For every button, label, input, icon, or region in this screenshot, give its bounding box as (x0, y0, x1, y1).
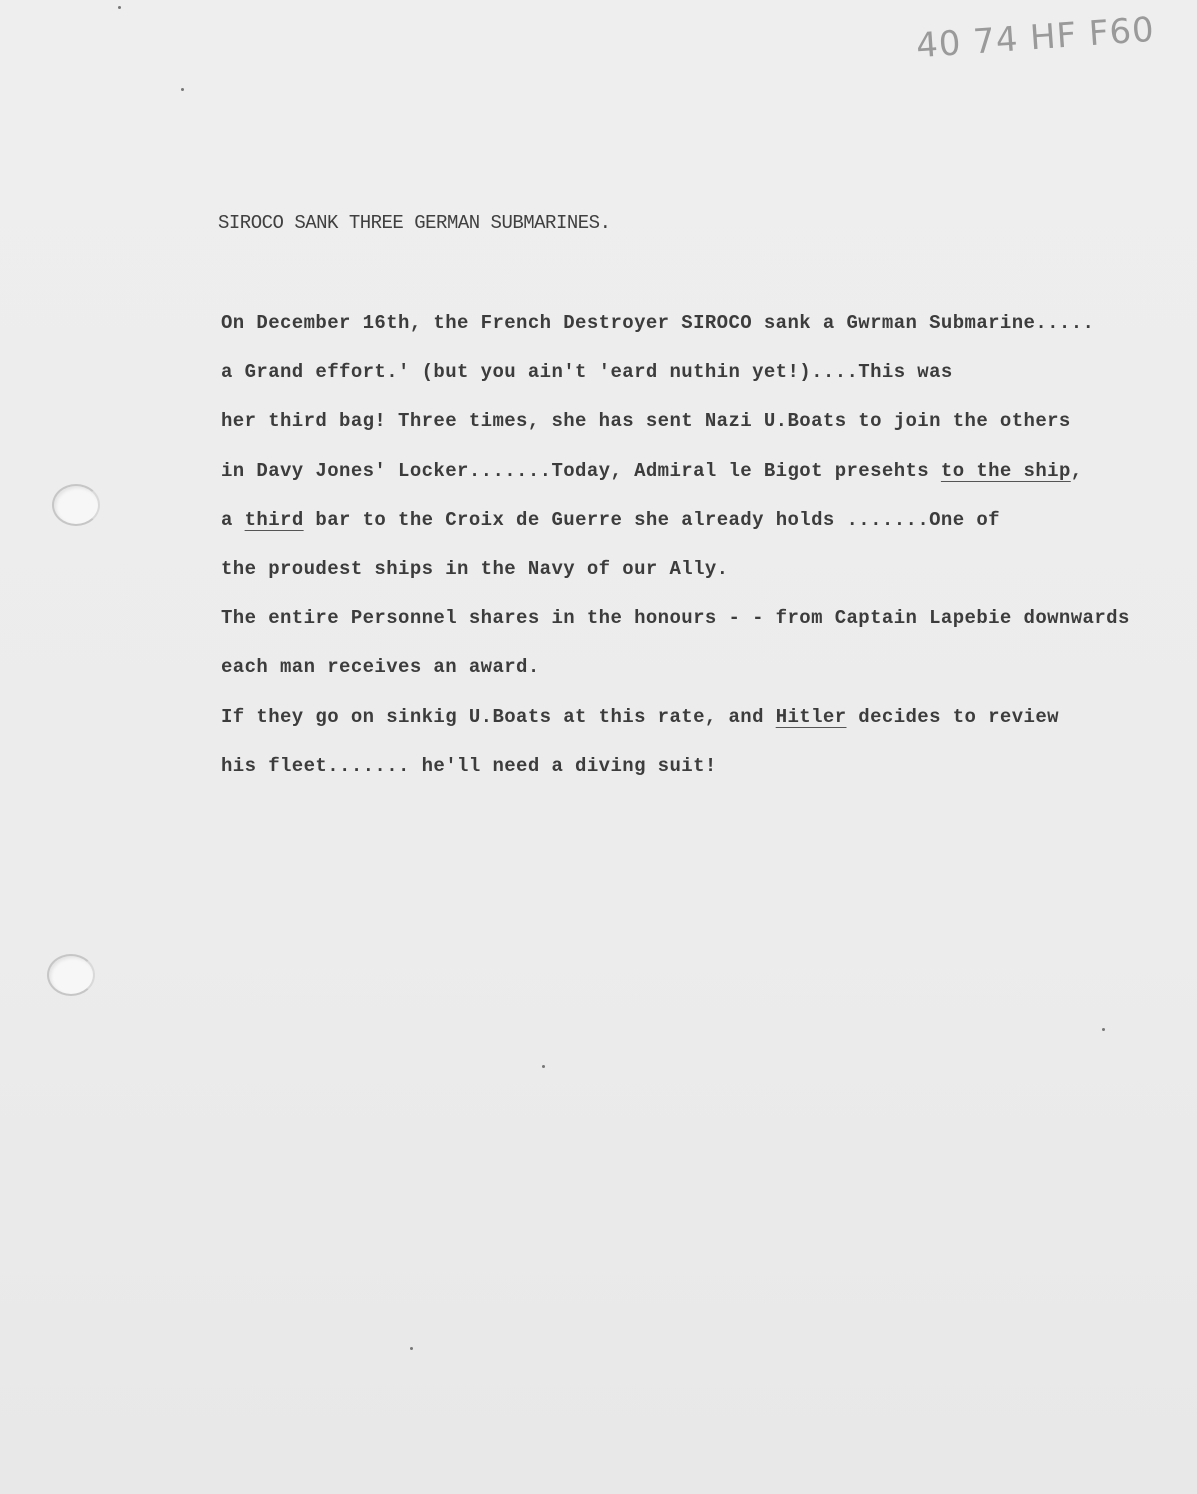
body-line-2: a Grand effort.' (but you ain't 'eard nuthin yet!)....This was (221, 361, 953, 383)
body-line-8: each man receives an award. (221, 656, 540, 678)
body-line-5: a third bar to the Croix de Guerre she already holds .......One of (221, 509, 1000, 531)
paper-speck (542, 1065, 545, 1068)
underlined-phrase: Hitler (775, 706, 847, 728)
body-line-4: in Davy Jones' Locker.......Today, Admiral le Bigot presehts to the ship, (221, 460, 1083, 482)
paper-speck (118, 6, 121, 9)
paper-speck (1102, 1028, 1105, 1031)
body-line-10: his fleet....... he'll need a diving suit! (221, 755, 717, 777)
body-line-6: the proudest ships in the Navy of our Ally. (221, 558, 729, 580)
document-title: SIROCO SANK THREE GERMAN SUBMARINES. (218, 212, 611, 234)
body-line-3: her third bag! Three times, she has sent Nazi U.Boats to join the others (221, 410, 1071, 432)
underlined-phrase: to the ship (940, 460, 1071, 482)
underlined-phrase: third (244, 509, 304, 531)
archive-reference-number: 40 74 HF F60 (914, 9, 1157, 67)
punch-hole-lower (47, 954, 95, 996)
body-line-7: The entire Personnel shares in the honours - - from Captain Lapebie downwards (221, 607, 1130, 629)
punch-hole-upper (52, 484, 100, 526)
body-line-9: If they go on sinkig U.Boats at this rate, and Hitler decides to review (221, 706, 1059, 728)
paper-speck (410, 1347, 413, 1350)
body-line-1: On December 16th, the French Destroyer SIROCO sank a Gwrman Submarine..... (221, 312, 1095, 334)
paper-speck (181, 88, 184, 91)
